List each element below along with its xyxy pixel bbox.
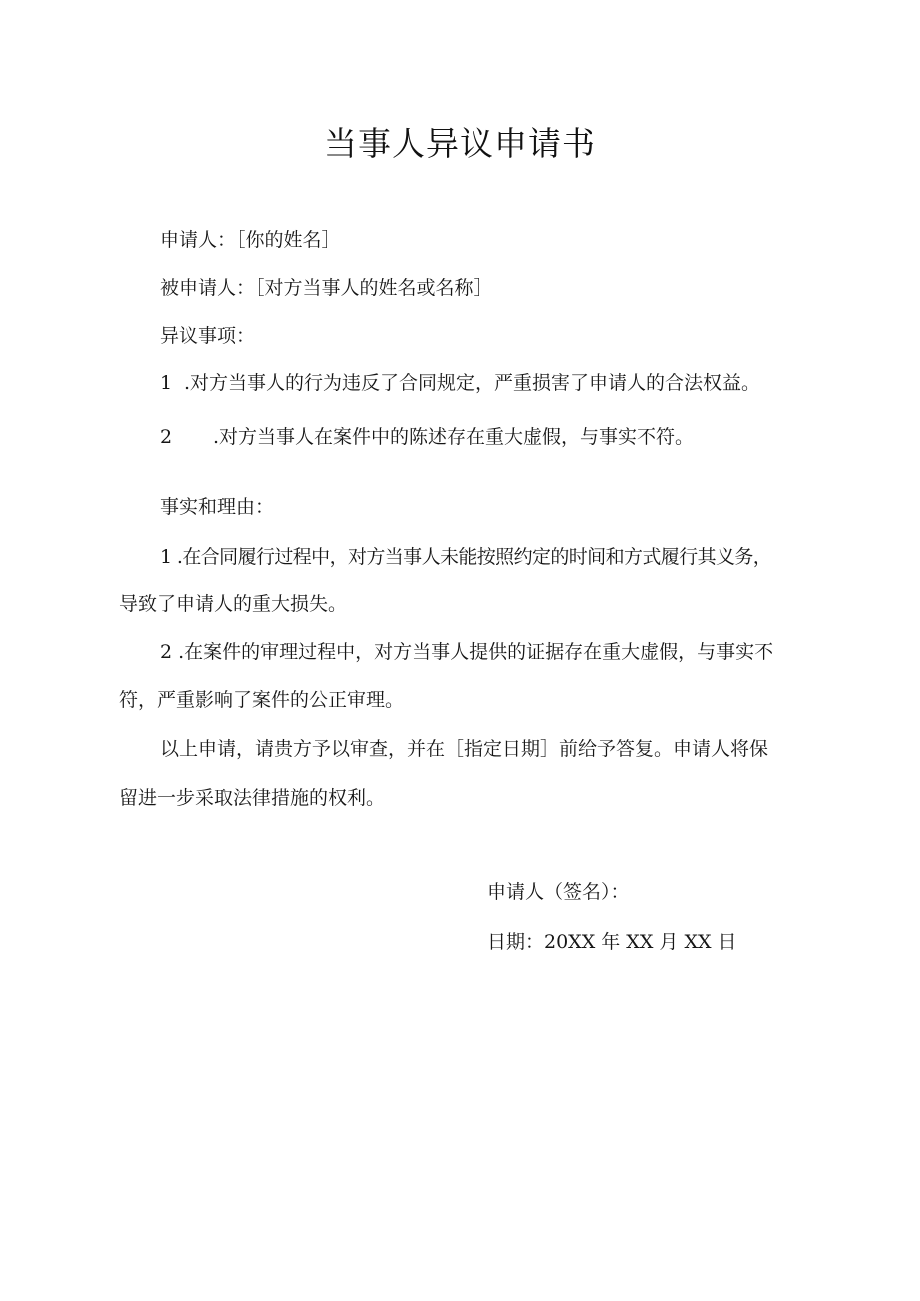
objection-item-text: .对方当事人的行为违反了合同规定，严重损害了申请人的合法权益。 <box>184 372 761 394</box>
objection-item-text: .对方当事人在案件中的陈述存在重大虚假，与事实不符。 <box>213 426 695 448</box>
closing-line-1: 以上申请，请贵方予以审查，并在［指定日期］前给予答复。申请人将保 <box>160 738 769 760</box>
respondent-line: 被申请人：［对方当事人的姓名或名称］ <box>160 277 493 299</box>
objection-item-number: 2 <box>160 426 173 448</box>
objection-item-1 <box>160 371 760 395</box>
date-line: 日期：20XX 年 XX 月 XX 日 <box>487 931 737 953</box>
facts-heading: 事实和理由： <box>160 496 275 518</box>
applicant-line: 申请人：［你的姓名］ <box>160 229 341 251</box>
objection-item-2 <box>160 425 694 449</box>
closing-line-2: 留进一步采取法律措施的权利。 <box>119 787 386 809</box>
objection-item-number: 1 <box>160 372 173 394</box>
fact-2-line-2: 符，严重影响了案件的公正审理。 <box>119 689 405 711</box>
signature-line: 申请人（签名）： <box>487 881 630 903</box>
document-title: 当事人异议申请书 <box>324 124 596 163</box>
fact-1-line-2: 导致了申请人的重大损失。 <box>119 593 348 615</box>
fact-2-line-1: 2 .在案件的审理过程中，对方当事人提供的证据存在重大虚假，与事实不 <box>160 641 774 663</box>
objection-heading: 异议事项： <box>160 325 256 347</box>
fact-1-line-1: 1 .在合同履行过程中，对方当事人未能按照约定的时间和方式履行其义务， <box>160 546 772 568</box>
